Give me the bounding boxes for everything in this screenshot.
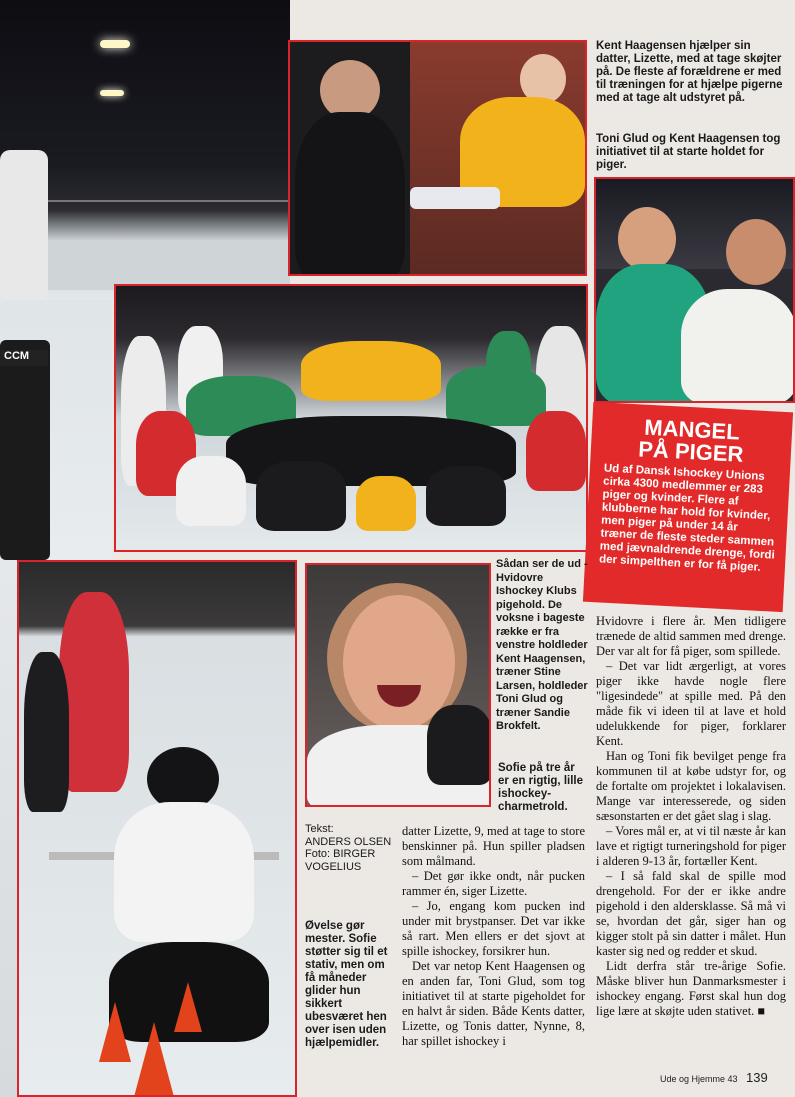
article-paragraph: – I så fald skal de spille mod drengehold. For der er ikke andre pigehold i den aldersklasse. Så må vi se, hvordan det går, siger han og kigger stolt på sin datter i målet. Hun kaster sig ned og redder et skud. bbox=[596, 869, 786, 958]
page-number: 139 bbox=[746, 1070, 768, 1085]
article-paragraph: Han og Toni fik bevilget penge fra kommunen til at købe udstyr for, og de fortalte om projektet i lokalavisen. Mange var interesserede, og siden sæsonstarten er det gået slag i slag. bbox=[596, 749, 786, 823]
article-paragraph: – Det gør ikke ondt, når pucken rammer én, siger Lizette. bbox=[402, 869, 585, 898]
article-paragraph: – Jo, engang kom pucken ind under mit brystpanser. Det var ikke så rart. Men ellers er det sjovt at spille ishockey, forsikrer hun. bbox=[402, 899, 585, 958]
sidebar-heading-line2: PÅ PIGER bbox=[637, 436, 745, 467]
article-paragraph: Lidt derfra står tre-årige Sofie. Måske bliver hun Danmarksmester i ishockey engang. Først skal hun dog lige lære at skøjte uden stativet. ■ bbox=[596, 959, 786, 1018]
sidebar-box bbox=[583, 402, 793, 612]
article-column-2 bbox=[596, 614, 786, 1019]
article-paragraph: datter Lizette, 9, med at tage to store benskinner på. Hun spiller pladsen som målmand. bbox=[402, 824, 585, 868]
credit-text-name: ANDERS OLSEN bbox=[305, 835, 392, 848]
article-paragraph: Det var netop Kent Haagensen og en anden far, Toni Glud, som tog initiativet til at starte pigeholdet for en halvt år siden. Både Kents datter, Lizette, og Tonis datter, Nynne, 8, har spillet ishockey i bbox=[402, 959, 585, 1048]
credits bbox=[305, 823, 395, 873]
magazine-name: Ude og Hjemme 43 bbox=[660, 1074, 738, 1084]
coaches-photo bbox=[594, 177, 795, 403]
credit-photo-name: BIRGER VOGELIUS bbox=[305, 848, 376, 873]
caption-kent: Kent Haagensen hjælper sin datter, Lizette, med at tage skøjter på. De fleste af forældrene er med til træningen for at hjælpe pigerne med at tage alt udstyret på. bbox=[596, 40, 783, 104]
article-column-1 bbox=[402, 824, 585, 1049]
credit-photo-label: Foto: bbox=[305, 848, 331, 860]
caption-team: Sådan ser de ud - Hvidovre Ishockey Klubs pigehold. De voksne i bageste række er fra venstre holdleder Kent Haagensen, træner Stine Larsen, holdleder Toni Glud og træner Sandie Brokfelt. bbox=[496, 558, 588, 732]
article-paragraph: – Det var lidt ærgerligt, at vores piger ikke havde nogle flere "ligesindede" at spille med. På den måde fik vi ideen til at lave et hold udelukkende for piger, forklarer Kent. bbox=[596, 659, 786, 748]
credit-text-label: Tekst: bbox=[305, 823, 334, 835]
article-paragraph: – Vores mål er, at vi til næste år kan lave et rigtigt turneringshold for piger i alderen 9-13 år, fortæller Kent. bbox=[596, 824, 786, 868]
team-photo bbox=[114, 284, 588, 552]
page-footer bbox=[660, 1069, 790, 1087]
sidebar-heading-line1: MANGEL bbox=[643, 414, 741, 445]
sidebar-body: Ud af Dansk Ishockey Unions cirka 4300 medlemmer er 283 piger og kvinder. Flere af klubberne har hold for kvinder, men piger på under 14 år træner de fleste steder sammen med jævnaldrende drenge, fordi der simpelthen er for få piger. bbox=[598, 462, 775, 574]
sofie-photo bbox=[305, 563, 491, 807]
caption-exercise: Øvelse gør mester. Sofie støtter sig til et stativ, men om få måneder glider hun sikkert ubesværet hen over isen uden hjælpemidler. bbox=[305, 920, 388, 1049]
skates-photo bbox=[288, 40, 587, 276]
article-paragraph: Hvidovre i flere år. Men tidligere trænede de altid sammen med drenge. Der var alt for få piger, som spillede. bbox=[596, 614, 786, 658]
stand-photo bbox=[17, 560, 297, 1097]
caption-sofie: Sofie på tre år er en rigtig, lille ishockey-charmetrold. bbox=[498, 762, 583, 813]
caption-toni: Toni Glud og Kent Haagensen tog initiativet til at starte holdet for piger. bbox=[596, 133, 781, 171]
player-edge-photo: CCM bbox=[0, 300, 112, 560]
rink-photo bbox=[0, 0, 290, 300]
